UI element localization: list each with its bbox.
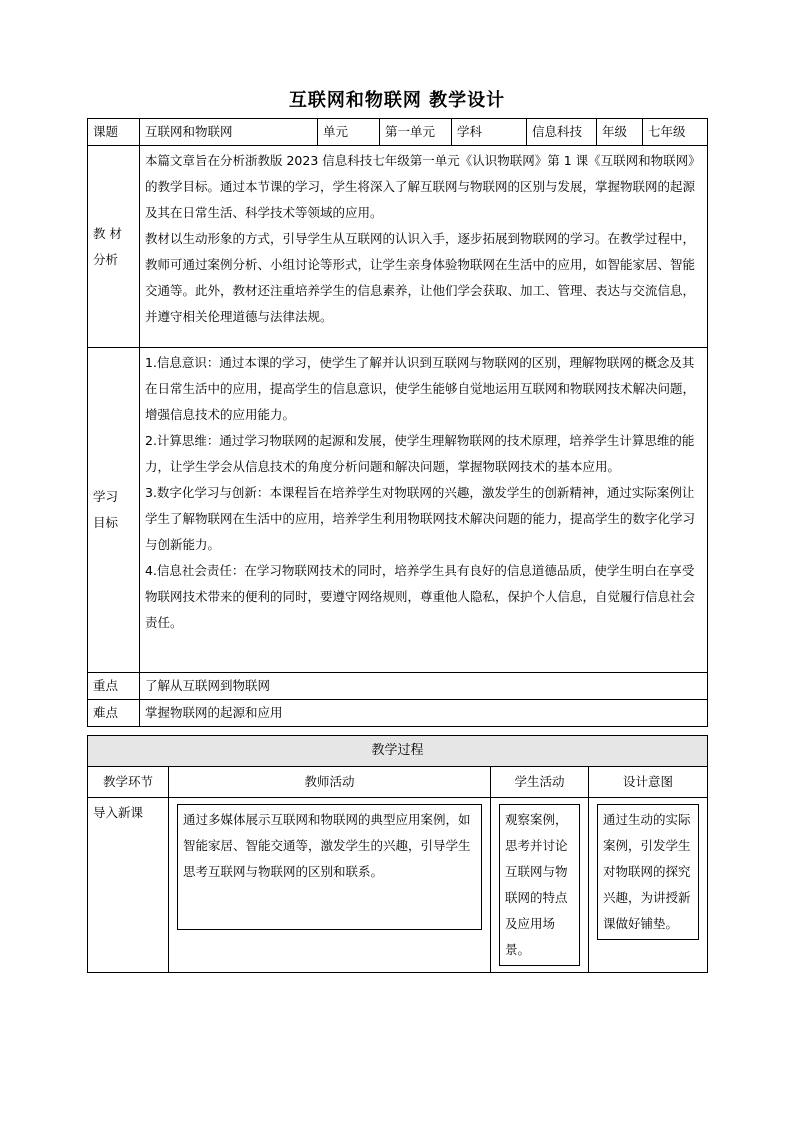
- topic-value: 互联网和物联网: [140, 119, 318, 146]
- process-column-row: [88, 767, 708, 798]
- difficulty-value: 掌握物联网的起源和应用: [140, 700, 708, 727]
- document-title: 互联网和物联网 教学设计: [288, 90, 506, 111]
- key-point-row: [88, 673, 708, 700]
- analysis-content: [140, 146, 708, 348]
- process-student-activity: [491, 798, 589, 973]
- teacher-activity-box: 通过多媒体展示互联网和物联网的典型应用案例，如智能家居、智能交通等，激发学生的兴趣，引导学生思考互联网与物联网的区别和联系。: [177, 804, 482, 930]
- design-intent-box: 通过生动的实际案例，引发学生对物联网的探究兴趣，为讲授新课做好铺垫。: [597, 804, 699, 940]
- analysis-paragraph-2: 教材以生动形象的方式，引导学生从互联网的认识入手，逐步拓展到物联网的学习。在教学过程中，教师可通过案例分析、小组讨论等形式，让学生亲身体验物联网在生活中的应用，如智能家居、智能交通等。此外，教材还注重培养学生的信息素养，让他们学会获取、加工、管理、表达与交流信息，并遵守相关伦理道德与法律法规。: [145, 231, 696, 324]
- difficulty-label: 难点: [88, 700, 140, 727]
- process-design-intent: [589, 798, 708, 973]
- process-row: [88, 798, 708, 973]
- process-header: 教学过程: [88, 736, 708, 767]
- column-teacher: 教师活动: [169, 767, 491, 798]
- analysis-label: [88, 146, 140, 348]
- column-intent: 设计意图: [589, 767, 708, 798]
- unit-value: 第一单元: [380, 119, 452, 146]
- analysis-paragraph-1: 本篇文章旨在分析浙教版 2023 信息科技七年级第一单元《认识物联网》第 1 课《互联网和物联网》的教学目标。通过本节课的学习，学生将深入了解互联网与物联网的区别与发展，掌握物联网的起源及其在日常生活、科学技术等领域的应用。: [145, 153, 701, 220]
- objectives-label-line-2: 目标: [93, 515, 119, 530]
- objectives-row: [88, 348, 708, 673]
- process-header-row: [88, 736, 708, 767]
- grade-label: 年级: [597, 119, 643, 146]
- grade-value: 七年级: [643, 119, 708, 146]
- objective-item: 3.数字化学习与创新：本课程旨在培养学生对物联网的兴趣，激发学生的创新精神，通过实际案例让学生了解物联网在生活中的应用，培养学生利用物联网技术解决问题的能力，提高学生的数字化学习与创新能力。: [145, 485, 696, 552]
- key-point-value: 了解从互联网到物联网: [140, 673, 708, 700]
- topic-label: 课题: [88, 119, 140, 146]
- objective-item: 4.信息社会责任：在学习物联网技术的同时，培养学生具有良好的信息道德品质，使学生明白在享受物联网技术带来的便利的同时，要遵守网络规则，尊重他人隐私，保护个人信息，自觉履行信息社会责任。: [145, 563, 696, 630]
- subject-value: 信息科技: [527, 119, 597, 146]
- info-row: [88, 119, 708, 146]
- teaching-process-table: [87, 735, 708, 973]
- subject-label: 学科: [452, 119, 527, 146]
- lesson-info-table: [87, 118, 708, 727]
- analysis-label-line-1: 教 材: [93, 225, 122, 241]
- difficulty-row: [88, 700, 708, 727]
- process-stage: 导入新课: [88, 798, 169, 973]
- student-activity-box: 观察案例，思考并讨论互联网与物联网的特点及应用场景。: [499, 804, 580, 966]
- analysis-label-line-2: 分析: [93, 251, 119, 267]
- objectives-content: [140, 348, 708, 673]
- column-stage: 教学环节: [88, 767, 169, 798]
- objectives-label-line-1: 学习: [93, 489, 119, 504]
- column-student: 学生活动: [491, 767, 589, 798]
- objective-item: 2.计算思维：通过学习物联网的起源和发展，使学生理解物联网的技术原理，培养学生计算思维的能力，让学生学会从信息技术的角度分析问题和解决问题，掌握物联网技术的基本应用。: [145, 433, 695, 474]
- objective-item: 1.信息意识：通过本课的学习，使学生了解并认识到互联网与物联网的区别，理解物联网的概念及其在日常生活中的应用，提高学生的信息意识，使学生能够自觉地运用互联网和物联网技术解决问题，增强信息技术的应用能力。: [145, 355, 696, 422]
- process-teacher-activity: [169, 798, 491, 973]
- analysis-row: [88, 146, 708, 348]
- objectives-label: [88, 348, 140, 673]
- key-point-label: 重点: [88, 673, 140, 700]
- unit-label: 单元: [318, 119, 380, 146]
